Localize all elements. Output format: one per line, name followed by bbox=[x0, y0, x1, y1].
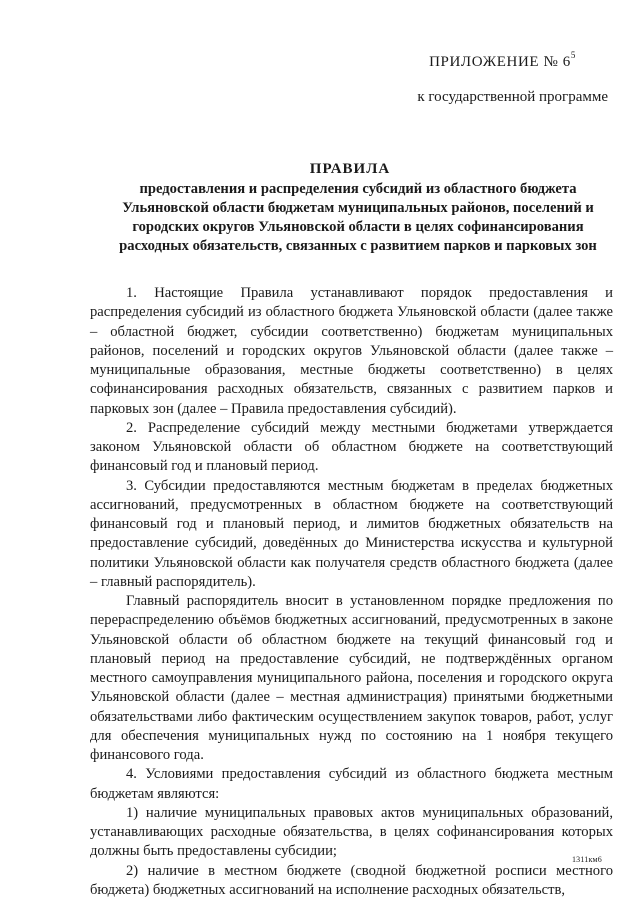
paragraph: 2) наличие в местном бюджете (сводной бюджетной росписи местного бюджета) бюджетных ассигнований на исполнение расходных обязательств, bbox=[90, 862, 613, 898]
footer-code: 1311км6 bbox=[571, 855, 602, 864]
paragraph: 4. Условиями предоставления субсидий из областного бюджета местным бюджетам являются: bbox=[90, 766, 613, 802]
annex-label: ПРИЛОЖЕНИЕ № $6^5$ bbox=[429, 50, 576, 70]
document-title: ПРАВИЛА bbox=[309, 161, 391, 177]
paragraph: 3. Субсидии предоставляются местным бюджетам в пределах бюджетных ассигнований, предусмотренных в областном бюджете на соответствующий финансовый год и плановый период, и лимитов бюджетных обязательств на предоставление субсидий, доведённых до Министерства искусства и культурной политики Ульяновской области как получателя средств областного бюджета (далее – главный распорядитель). bbox=[90, 477, 613, 590]
document-body bbox=[90, 284, 613, 900]
annex-superscript: 5 bbox=[570, 50, 576, 60]
annex-subtitle: к государственной программе bbox=[417, 89, 608, 105]
document-subtitle: предоставления и распределения субсидий из областного бюджета Ульяновской области бюджетам муниципальных районов, поселений и городских округов Ульяновской области в целях софинансирования расходных обязательств, связанных с развитием парков и парковых зон bbox=[119, 181, 597, 254]
paragraph: 1) наличие муниципальных правовых актов муниципальных образований, устанавливающих расходные обязательства, в целях софинансирования которых должны быть предоставлены субсидии; bbox=[90, 804, 613, 860]
paragraph: Главный распорядитель вносит в установленном порядке предложения по перераспределению объёмов бюджетных ассигнований, предусмотренных в законе Ульяновской области об областном бюджете на текущий финансовый год и плановый период на предоставление субсидий, не подтверждённых органом местного самоуправления муниципального района, поселения и городского округа Ульяновской области (далее – местная администрация) принятыми бюджетными обязательствами либо фактическим осуществлением закупок товаров, работ, услуг для обеспечения муниципальных нужд по состоянию на 1 ноября текущего финансового года. bbox=[90, 593, 613, 763]
paragraph: 2. Распределение субсидий между местными бюджетами утверждается законом Ульяновской области об областном бюджете на соответствующий финансовый год и плановый период. bbox=[90, 419, 613, 475]
paragraph: 1. Настоящие Правила устанавливают порядок предоставления и распределения субсидий из областного бюджета Ульяновской области (далее также – областной бюджет, субсидии соответственно) бюджетам муниципальных районов, поселений и городских округов Ульяновской области (далее также – муниципальные образования, местные бюджеты соответственно) в целях софинансирования расходных обязательств, связанных с развитием парков и парковых зон (далее – Правила предоставления субсидий). bbox=[90, 285, 613, 417]
